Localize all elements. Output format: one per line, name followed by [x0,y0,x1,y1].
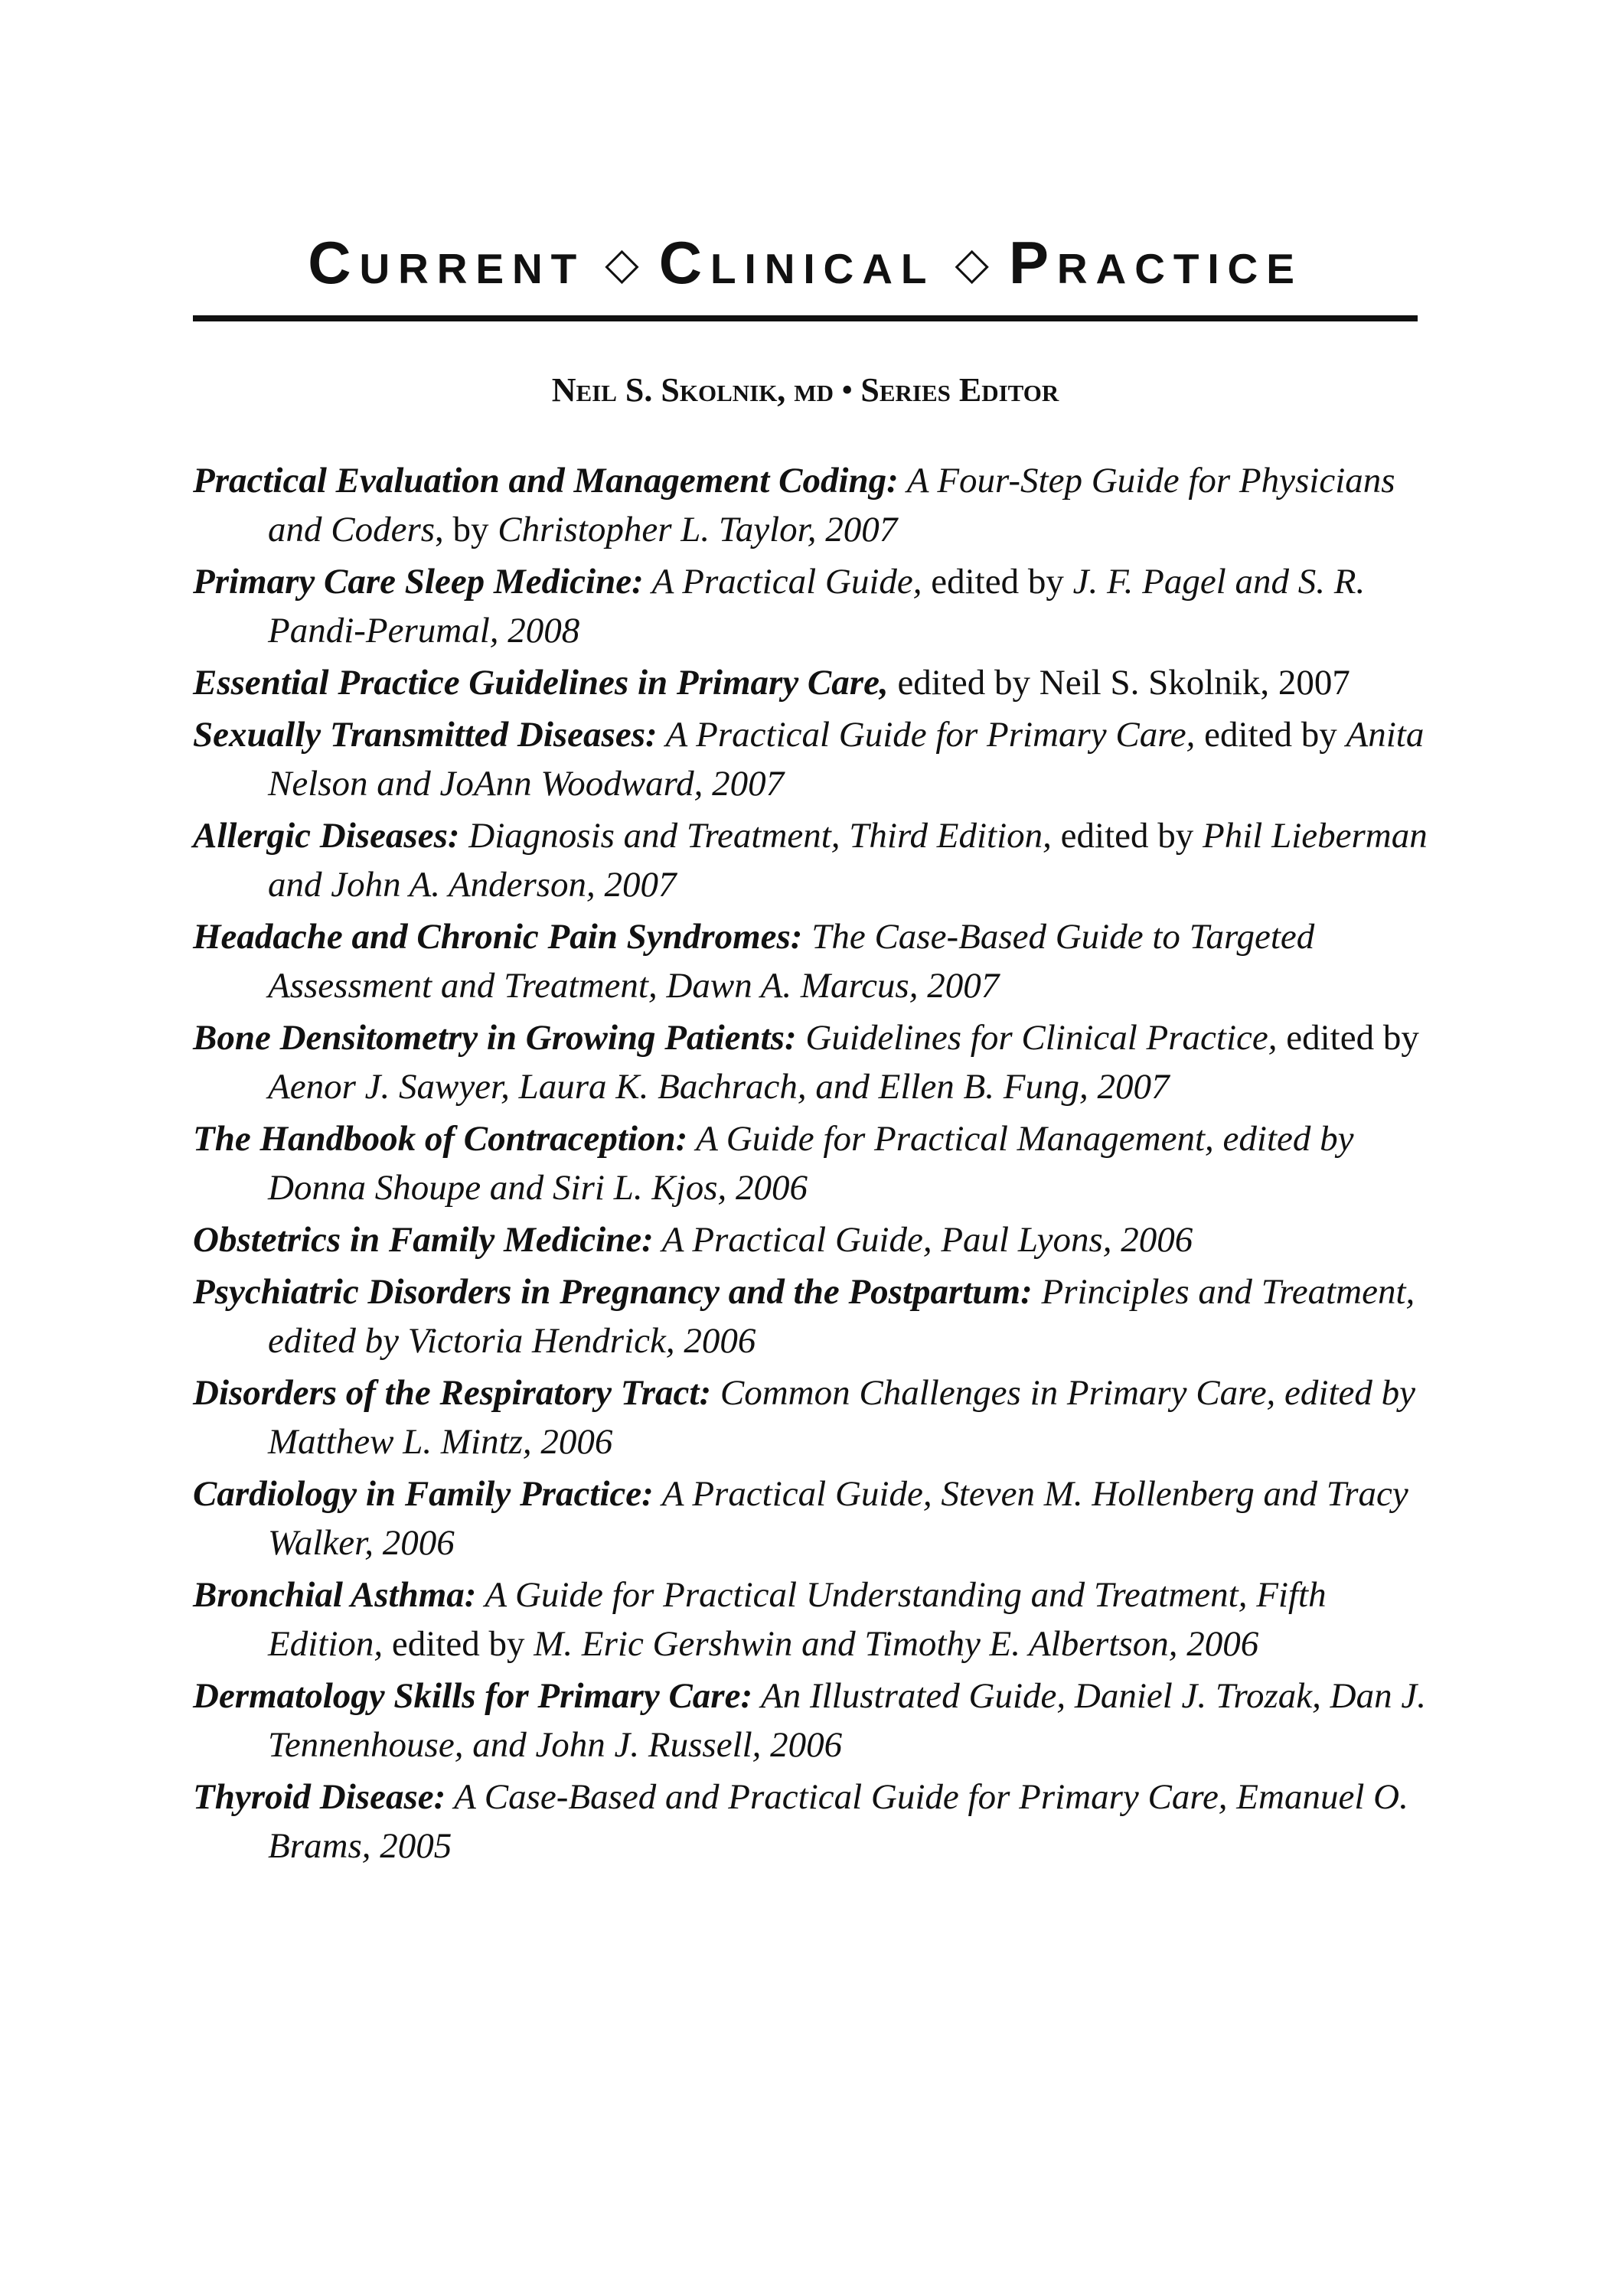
book-title: Dermatology Skills for Primary Care: [193,1676,753,1716]
book-credit-prefix: edited by [1051,816,1203,856]
series-editor-line [193,367,1418,413]
book-title: Bone Densitometry in Growing Patients: [193,1018,797,1058]
editor-role: Series Editor [860,371,1059,409]
book-credit-prefix: edited by [383,1624,534,1664]
book-title: Obstetrics in Family Medicine: [193,1220,654,1260]
diamond-icon: ◇ [955,237,989,289]
book-title: Sexually Transmitted Diseases: [193,715,658,755]
book-entry [193,1114,1433,1212]
book-title: Headache and Chronic Pain Syndromes: [193,917,803,957]
book-entry [193,1570,1433,1668]
series-title [193,220,1418,305]
book-title: Essential Practice Guidelines in Primary Care, [193,663,889,703]
editor-name: Neil S. Skolnik, md [551,371,834,409]
series-word-current: Current [308,229,586,296]
book-subtitle: Guidelines for Clinical Practice, [796,1018,1278,1058]
book-title: Psychiatric Disorders in Pregnancy and the Postpartum: [193,1272,1033,1312]
bullet-icon: • [840,371,853,409]
book-credit: Christopher L. Taylor, 2007 [498,510,898,550]
book-entry [193,710,1433,808]
book-credit: Phil Lieberman and John A. Anderson, 2007 [268,816,1428,905]
book-credit: Anita Nelson and JoAnn Woodward, 2007 [268,715,1425,804]
book-subtitle: A Guide for Practical Understanding and Treatment, Fifth Edition, [268,1575,1327,1664]
book-entry [193,811,1433,909]
title-divider [193,315,1418,321]
book-entry [193,1368,1433,1466]
book-subtitle: A Practical Guide, Steven M. Hollenberg and Tracy Walker, 2006 [268,1474,1408,1563]
book-credit: Aenor J. Sawyer, Laura K. Bachrach, and Ellen B. Fung, 2007 [268,1067,1170,1107]
book-title: Allergic Diseases: [193,816,460,856]
book-entry [193,1267,1433,1365]
book-entry [193,1469,1433,1567]
book-entry [193,1671,1433,1769]
book-subtitle: Diagnosis and Treatment, Third Edition, [459,816,1052,856]
book-title: Disorders of the Respiratory Tract: [193,1373,712,1413]
book-credit-prefix: edited by Neil S. Skolnik, 2007 [888,663,1350,703]
book-entry [193,456,1433,554]
book-subtitle: A Practical Guide, [643,562,922,602]
book-title: Bronchial Asthma: [193,1575,477,1615]
book-title: Cardiology in Family Practice: [193,1474,654,1514]
book-credit: M. Eric Gershwin and Timothy E. Albertson, 2006 [534,1624,1259,1664]
book-subtitle: A Practical Guide for Primary Care, [657,715,1196,755]
book-credit: J. F. Pagel and S. R. Pandi-Perumal, 2008 [268,562,1366,651]
book-subtitle: A Case-Based and Practical Guide for Primary Care, Emanuel O. Brams, 2005 [268,1777,1408,1866]
book-subtitle: Common Challenges in Primary Care, edited by Matthew L. Mintz, 2006 [268,1373,1415,1462]
book-credit-prefix: edited by [922,562,1073,602]
book-subtitle: A Practical Guide, Paul Lyons, 2006 [653,1220,1193,1260]
book-entry [193,1013,1433,1111]
book-entry [193,912,1433,1010]
book-subtitle: A Four-Step Guide for Physicians and Coders [268,461,1395,550]
book-title: Thyroid Disease: [193,1777,446,1817]
book-title: Practical Evaluation and Management Coding: [193,461,899,501]
series-word-clinical: Clinical [658,229,935,296]
book-entry [193,658,1433,707]
series-word-practice: Practice [1008,229,1303,296]
book-entry [193,1215,1433,1264]
book-entry [193,557,1433,655]
book-entry [193,1773,1433,1870]
book-credit-prefix: , by [435,510,498,550]
diamond-icon: ◇ [605,237,639,289]
book-subtitle: An Illustrated Guide, Daniel J. Trozak, Dan J. Tennenhouse, and John J. Russell, 2006 [268,1676,1426,1765]
book-subtitle: The Case-Based Guide to Targeted Assessment and Treatment, Dawn A. Marcus, 2007 [268,917,1315,1006]
book-credit-prefix: edited by [1277,1018,1419,1058]
book-credit-prefix: edited by [1195,715,1346,755]
book-list [193,456,1433,1874]
book-subtitle: A Guide for Practical Management, edited by Donna Shoupe and Siri L. Kjos, 2006 [268,1119,1354,1208]
book-title: Primary Care Sleep Medicine: [193,562,644,602]
book-subtitle: Principles and Treatment, edited by Victoria Hendrick, 2006 [268,1272,1415,1361]
book-title: The Handbook of Contraception: [193,1119,688,1159]
